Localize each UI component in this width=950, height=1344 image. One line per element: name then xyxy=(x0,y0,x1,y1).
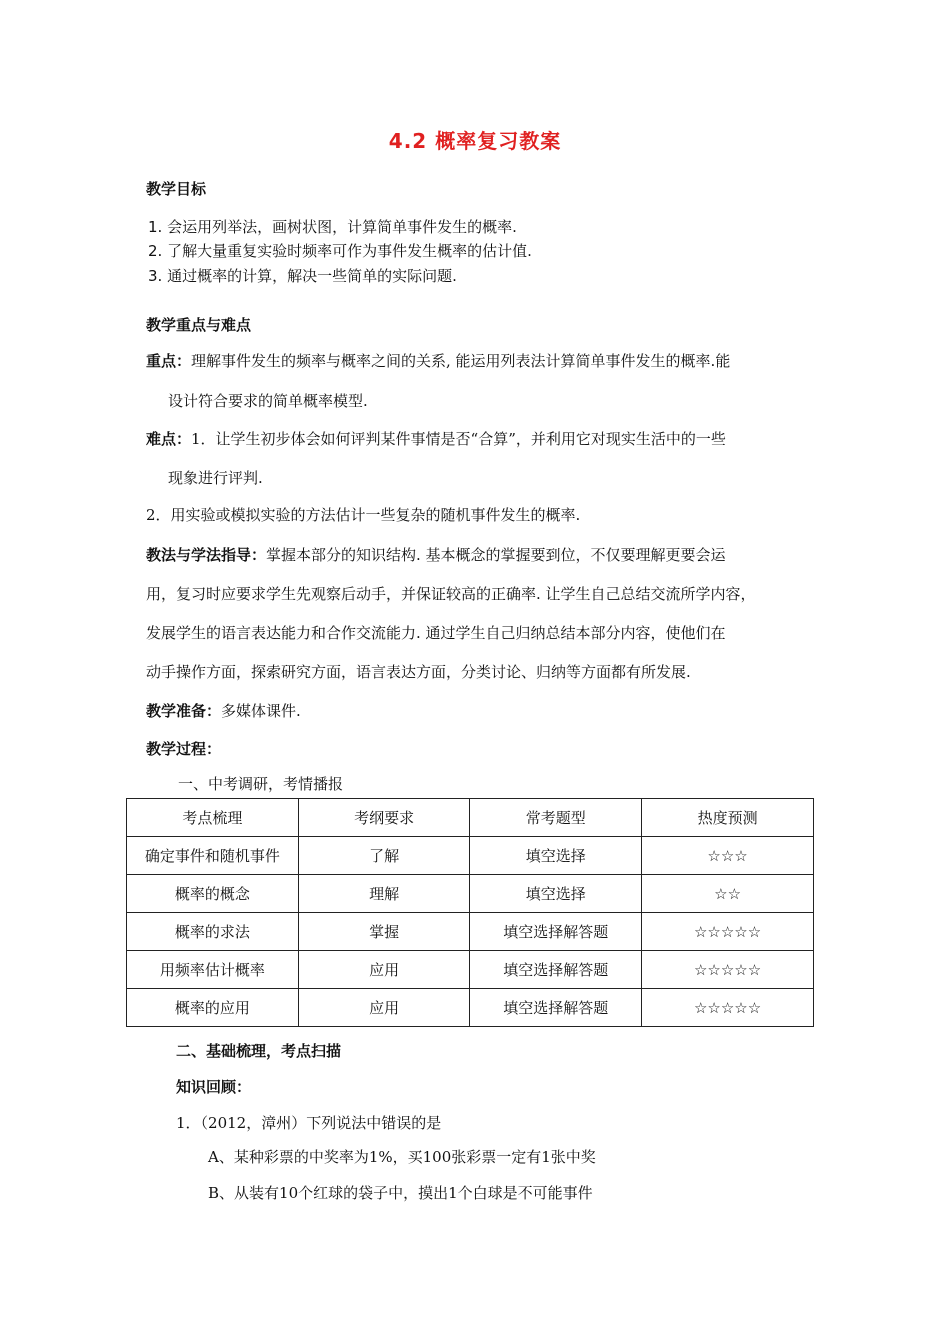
table-cell: 填空选择解答题 xyxy=(470,951,642,989)
table-row xyxy=(127,875,814,913)
table-cell: 了解 xyxy=(298,837,470,875)
zhongdian-line-2: 设计符合要求的简单概率模型. xyxy=(168,392,368,410)
table-header-cell: 常考题型 xyxy=(470,799,642,837)
method-line-1 xyxy=(146,544,726,565)
section-2-heading: 二、基础梳理，考点扫描 xyxy=(176,1042,342,1060)
zhongdian-line-1 xyxy=(146,350,730,371)
table-cell: 概率的概念 xyxy=(127,875,299,913)
exam-table xyxy=(126,798,814,1027)
table-cell: 理解 xyxy=(298,875,470,913)
table-cell: 用频率估计概率 xyxy=(127,951,299,989)
table-row xyxy=(127,913,814,951)
goal-item-1: 1. 会运用列举法，画树状图，计算简单事件发生的概率. xyxy=(148,218,517,236)
heat-stars: ☆☆ xyxy=(642,875,814,913)
question-1-option-a: A、某种彩票的中奖率为1%，买100张彩票一定有1张中奖 xyxy=(208,1148,596,1166)
section-1-heading: 一、中考调研，考情播报 xyxy=(178,775,344,793)
goal-item-2: 2. 了解大量重复实验时频率可作为事件发生概率的估计值. xyxy=(148,242,532,260)
table-row xyxy=(127,837,814,875)
key-heading: 教学重点与难点 xyxy=(146,316,252,334)
heat-stars: ☆☆☆ xyxy=(642,837,814,875)
method-line-3: 发展学生的语言表达能力和合作交流能力. 通过学生自己归纳总结本部分内容，使他们在 xyxy=(146,624,726,642)
heat-stars: ☆☆☆☆☆ xyxy=(642,989,814,1027)
table-cell: 应用 xyxy=(298,951,470,989)
table-header-cell: 考点梳理 xyxy=(127,799,299,837)
goals-heading: 教学目标 xyxy=(146,180,207,198)
table-cell: 填空选择 xyxy=(470,875,642,913)
table-header-row xyxy=(127,799,814,837)
goal-item-3: 3. 通过概率的计算，解决一些简单的实际问题. xyxy=(148,267,457,285)
heat-stars: ☆☆☆☆☆ xyxy=(642,951,814,989)
method-label: 教法与学法指导： xyxy=(146,546,267,564)
table-cell: 掌握 xyxy=(298,913,470,951)
table-cell: 确定事件和随机事件 xyxy=(127,837,299,875)
table-cell: 填空选择解答题 xyxy=(470,913,642,951)
process-label: 教学过程： xyxy=(146,740,222,758)
table-cell: 填空选择 xyxy=(470,837,642,875)
zhongdian-label: 重点： xyxy=(146,352,192,370)
question-1: 1．（2012，漳州）下列说法中错误的是 xyxy=(176,1114,442,1132)
review-label: 知识回顾： xyxy=(176,1078,252,1096)
method-line-2: 用，复习时应要求学生先观察后动手，并保证较高的正确率. 让学生自己总结交流所学内容， xyxy=(146,585,756,603)
prep-label: 教学准备： xyxy=(146,702,222,720)
table-header-cell: 考纲要求 xyxy=(298,799,470,837)
heat-stars: ☆☆☆☆☆ xyxy=(642,913,814,951)
table-cell: 应用 xyxy=(298,989,470,1027)
nandian-line-1 xyxy=(146,428,726,449)
prep-text: 多媒体课件. xyxy=(221,702,301,720)
table-row xyxy=(127,989,814,1027)
zhongdian-text-1: 理解事件发生的频率与概率之间的关系, 能运用列表法计算简单事件发生的概率.能 xyxy=(191,352,731,370)
page-title: 4.2 概率复习教案 xyxy=(388,129,562,153)
method-text-1: 掌握本部分的知识结构. 基本概念的掌握要到位，不仅要理解更要会运 xyxy=(266,546,726,564)
table-row xyxy=(127,951,814,989)
table-cell: 概率的求法 xyxy=(127,913,299,951)
table-header-cell: 热度预测 xyxy=(642,799,814,837)
nandian-line-2: 现象进行评判. xyxy=(168,469,263,487)
method-line-4: 动手操作方面，探索研究方面，语言表达方面，分类讨论、归纳等方面都有所发展. xyxy=(146,663,691,681)
prep-line xyxy=(146,700,301,721)
nandian-label: 难点： xyxy=(146,430,192,448)
nandian-text-1: 1．让学生初步体会如何评判某件事情是否“合算”，并利用它对现实生活中的一些 xyxy=(191,430,726,448)
nandian-item-2: 2．用实验或模拟实验的方法估计一些复杂的随机事件发生的概率. xyxy=(146,506,581,524)
table-cell: 填空选择解答题 xyxy=(470,989,642,1027)
table-cell: 概率的应用 xyxy=(127,989,299,1027)
question-1-option-b: B、从装有10个红球的袋子中，摸出1个白球是不可能事件 xyxy=(208,1184,593,1202)
